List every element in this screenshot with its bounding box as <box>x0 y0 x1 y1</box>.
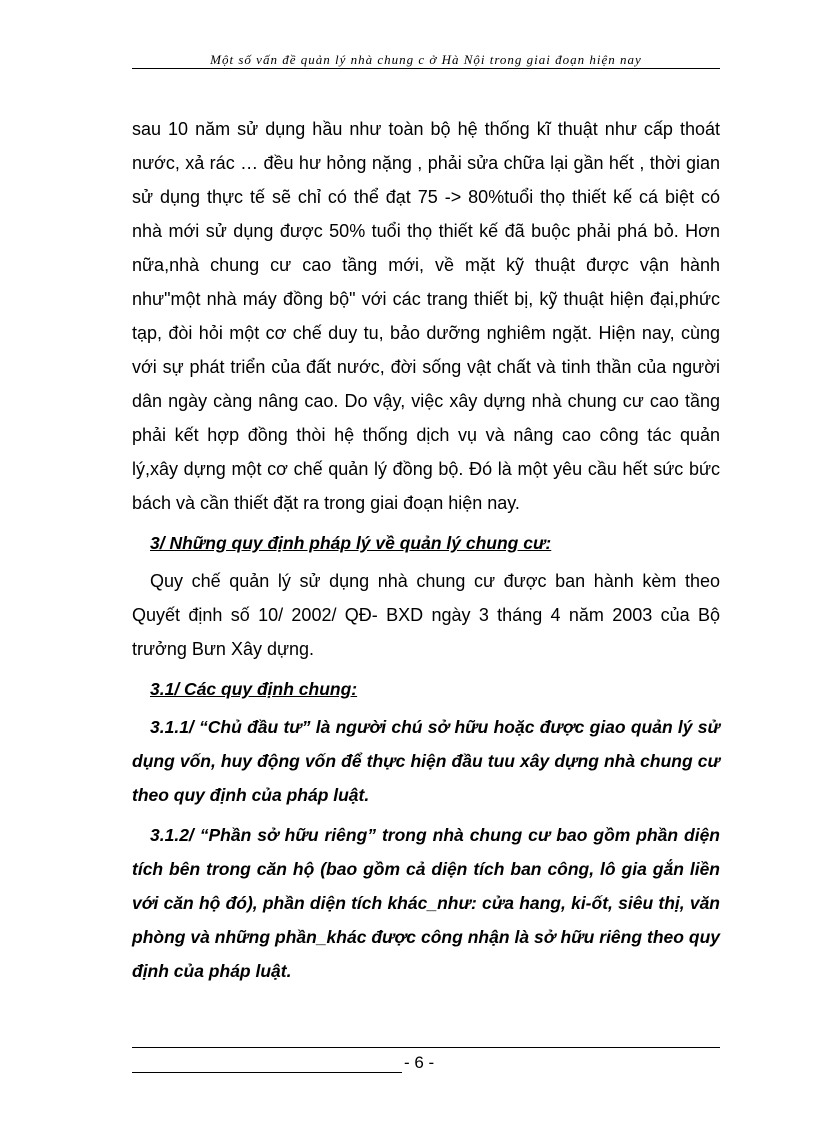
page-number: - 6 - <box>404 1053 435 1072</box>
body-paragraph-2: Quy chế quản lý sử dụng nhà chung cư được ban hành kèm theo Quyết định số 10/ 2002/ QĐ- BXD ngày 3 tháng 4 năm 2003 của Bộ trưởng Bưn Xây dựng. <box>132 571 720 659</box>
clause-3-1-1: 3.1.1/ “Chủ đầu tư” là người chú sở hữu hoặc được giao quản lý sử dụng vốn, huy động vốn để thực hiện đầu tuu xây dựng nhà chung cư theo quy định của pháp luật. <box>132 717 720 805</box>
clause-3-1-2: 3.1.2/ “Phần sở hữu riêng” trong nhà chung cư bao gồm phần diện tích bên trong căn hộ (bao gồm cả diện tích ban công, lô gia gắn liền với căn hộ đó), phần diện tích khác_như: cửa hang, ki-ốt, siêu thị, văn phòng và những phần_khác được công nhận là sở hữu riêng theo quy định của pháp luật. <box>132 825 720 981</box>
body-paragraph-1: sau 10 năm sử dụng hầu như toàn bộ hệ thống kĩ thuật như cấp thoát nước, xả rác … đều hư hỏng nặng , phải sửa chữa lại gần hết , thời gian sử dụng thực tế sẽ chỉ có thể đạt 75 -> 80%tuổi thọ thiết kế cá biệt có nhà mới sử dụng được 50% tuổi thọ thiết kế đã buộc phải phá bỏ. Hơn nữa,nhà chung cư cao tầng mới, về mặt kỹ thuật được vận hành như"một nhà máy đồng bộ" với các trang thiết bị, kỹ thuật hiện đại,phức tạp, đòi hỏi một cơ chế duy tu, bảo dưỡng nghiêm ngặt. Hiện nay, cùng với sự phát triển của đất nước, đời sống vật chất và tinh thần của người dân ngày càng nâng cao. Do vậy, việc xây dựng nhà chung cư cao tầng phải kết hợp đồng thòi hệ thống dịch vụ và nâng cao công tác quản lý,xây dựng một cơ chế quản lý đồng bộ. Đó là một yêu cầu hết sức bức bách và cần thiết đặt ra trong giai đoạn hiện nay. <box>132 119 720 513</box>
footer-divider <box>132 1047 720 1048</box>
footer-short-line <box>132 1072 402 1073</box>
section-heading-3-1: 3.1/ Các quy định chung: <box>150 679 358 699</box>
header-divider <box>132 68 720 69</box>
section-heading-3: 3/ Những quy định pháp lý về quản lý chung cư: <box>150 533 552 553</box>
page-body <box>132 112 720 988</box>
running-header: Một số vấn đề quản lý nhà chung c ở Hà Nội trong giai đoạn hiện nay <box>210 52 642 67</box>
